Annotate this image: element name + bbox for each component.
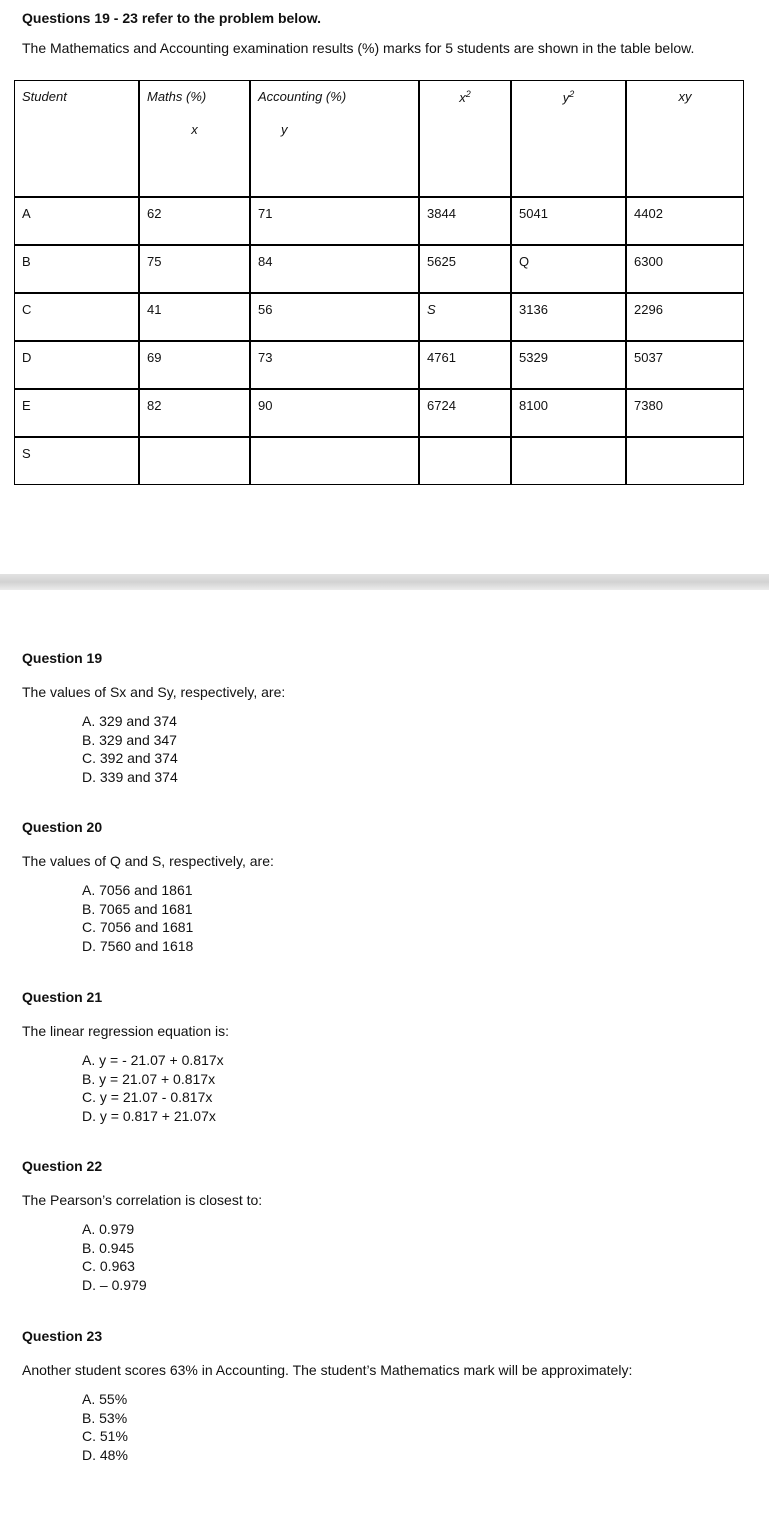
question-20 — [22, 819, 274, 955]
cell-xy: 6300 — [627, 246, 743, 294]
intro-heading: Questions 19 - 23 refer to the problem below. — [22, 10, 321, 26]
table-header-row — [15, 81, 743, 198]
cell-student: E — [15, 390, 140, 438]
cell-maths: 62 — [140, 198, 251, 246]
option-b: B. 0.945 — [82, 1239, 135, 1256]
question-title: Question 19 — [22, 650, 103, 666]
question-19 — [22, 650, 285, 786]
table-row-e — [15, 390, 743, 438]
y-squared-exponent: 2 — [569, 89, 575, 99]
table-row-c — [15, 294, 743, 342]
cell-xy: 2296 — [627, 294, 743, 342]
question-title: Question 22 — [22, 1158, 103, 1174]
x-squared-base: x — [459, 90, 466, 105]
answer-options — [82, 881, 274, 955]
option-a: A. y = - 21.07 + 0.817x — [82, 1052, 224, 1068]
cell-xy: 5037 — [627, 342, 743, 390]
cell-accounting: 56 — [251, 294, 420, 342]
cell-x-squared: 6724 — [420, 390, 512, 438]
cell-xy — [627, 438, 743, 484]
option-c: C. 392 and 374 — [82, 750, 178, 767]
results-table — [14, 80, 744, 485]
answer-options — [82, 1390, 632, 1464]
question-title: Question 21 — [22, 989, 103, 1005]
cell-x-squared — [420, 438, 512, 484]
answer-options — [82, 1051, 229, 1125]
header-y-squared — [512, 81, 627, 198]
cell-y-squared: Q — [512, 246, 627, 294]
question-text: The linear regression equation is: — [22, 1023, 230, 1039]
header-maths — [140, 81, 251, 198]
cell-x-squared: 3844 — [420, 198, 512, 246]
header-student-label: Student — [22, 89, 67, 104]
cell-accounting: 90 — [251, 390, 420, 438]
cell-x-squared: 4761 — [420, 342, 512, 390]
y-squared-base: y — [562, 90, 570, 105]
option-b: B. 329 and 347 — [82, 731, 177, 748]
question-title: Question 23 — [22, 1328, 103, 1344]
cell-accounting: 71 — [251, 198, 420, 246]
question-text: Another student scores 63% in Accounting. The student’s Mathematics mark will be approximately: — [22, 1362, 633, 1378]
header-x-squared — [420, 81, 512, 198]
cell-student: B — [15, 246, 140, 294]
option-d: D. 48% — [82, 1446, 128, 1463]
cell-maths: 69 — [140, 342, 251, 390]
header-maths-variable: x — [191, 122, 198, 137]
cell-maths: 82 — [140, 390, 251, 438]
question-21 — [22, 989, 229, 1125]
question-23 — [22, 1328, 632, 1464]
option-c: C. 51% — [82, 1428, 128, 1445]
page-separator — [0, 574, 769, 590]
cell-y-squared: 5329 — [512, 342, 627, 390]
header-accounting-variable: y — [281, 122, 288, 137]
option-c: C. y = 21.07 - 0.817x — [82, 1089, 213, 1106]
cell-accounting — [251, 438, 420, 484]
question-text: The Pearson’s correlation is closest to: — [22, 1192, 263, 1208]
table-row-b — [15, 246, 743, 294]
option-c: C. 7056 and 1681 — [82, 919, 194, 936]
cell-maths — [140, 438, 251, 484]
header-accounting — [251, 81, 420, 198]
cell-y-squared: 5041 — [512, 198, 627, 246]
table-row-a — [15, 198, 743, 246]
cell-accounting: 73 — [251, 342, 420, 390]
option-c: C. 0.963 — [82, 1258, 135, 1275]
table-row-sum — [15, 438, 743, 484]
cell-student: C — [15, 294, 140, 342]
option-b: B. y = 21.07 + 0.817x — [82, 1070, 216, 1087]
option-a: A. 0.979 — [82, 1221, 135, 1237]
header-accounting-label: Accounting (%) — [258, 89, 347, 104]
question-22 — [22, 1158, 262, 1294]
question-title: Question 20 — [22, 819, 103, 835]
cell-maths: 41 — [140, 294, 251, 342]
cell-student: A — [15, 198, 140, 246]
option-a: A. 55% — [82, 1391, 128, 1407]
option-b: B. 53% — [82, 1409, 128, 1426]
cell-y-squared: 3136 — [512, 294, 627, 342]
question-text: The values of Sx and Sy, respectively, are: — [22, 684, 286, 700]
header-x-squared-label — [420, 81, 510, 105]
answer-options — [82, 1220, 262, 1294]
cell-xy: 7380 — [627, 390, 743, 438]
table-row-d — [15, 342, 743, 390]
option-d: D. 7560 and 1618 — [82, 937, 194, 954]
x-squared-exponent: 2 — [465, 89, 471, 99]
header-student — [15, 81, 140, 198]
header-maths-label: Maths (%) — [147, 89, 207, 104]
intro-text: The Mathematics and Accounting examination results (%) marks for 5 students are shown in the table below. — [22, 40, 695, 56]
option-d: D. 339 and 374 — [82, 768, 178, 785]
header-y-squared-label — [512, 81, 625, 105]
cell-x-squared: S — [420, 294, 512, 342]
cell-y-squared — [512, 438, 627, 484]
cell-x-squared: 5625 — [420, 246, 512, 294]
option-d: D. y = 0.817 + 21.07x — [82, 1107, 216, 1124]
cell-xy: 4402 — [627, 198, 743, 246]
option-a: A. 329 and 374 — [82, 713, 177, 729]
answer-options — [82, 712, 285, 786]
question-text: The values of Q and S, respectively, are: — [22, 853, 274, 869]
cell-student: D — [15, 342, 140, 390]
cell-student: S — [15, 438, 140, 484]
cell-y-squared: 8100 — [512, 390, 627, 438]
header-xy-label: xy — [678, 89, 692, 104]
cell-accounting: 84 — [251, 246, 420, 294]
option-d: D. – 0.979 — [82, 1276, 147, 1293]
option-b: B. 7065 and 1681 — [82, 900, 193, 917]
header-xy — [627, 81, 743, 198]
option-a: A. 7056 and 1861 — [82, 882, 193, 898]
cell-maths: 75 — [140, 246, 251, 294]
